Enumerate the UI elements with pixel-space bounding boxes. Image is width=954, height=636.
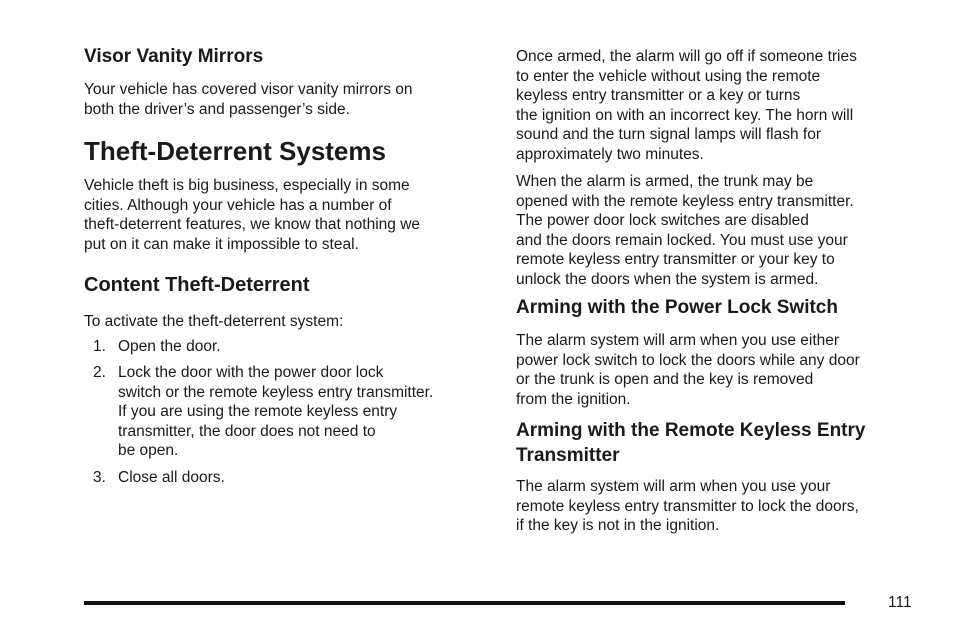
theft-deterrent-systems-title: Theft-Deterrent Systems (84, 136, 386, 166)
remote-keyless-entry-text (516, 477, 859, 536)
text-line: to enter the vehicle without using the remote (516, 67, 821, 85)
text-line: theft-deterrent features, we know that nothing we (84, 216, 421, 233)
text-line: and the doors remain locked. You must use your (516, 231, 848, 249)
alarm-armed-text (516, 47, 857, 164)
power-lock-switch-heading: Arming with the Power Lock Switch (516, 297, 838, 318)
footer-rule (84, 601, 845, 605)
text-line: transmitter, the door does not need to (118, 422, 376, 440)
text-line: approximately two minutes. (516, 145, 704, 163)
text-line: unlock the doors when the system is armed. (516, 270, 819, 288)
list-item-number: 3. (93, 469, 106, 486)
text-line: The alarm system will arm when you use your (516, 478, 831, 495)
text-line: opened with the remote keyless entry transmitter. (516, 192, 854, 210)
heading-line: Arming with the Remote Keyless Entry (516, 420, 866, 441)
page-number: 111 (888, 594, 912, 611)
text-line: power lock switch to lock the doors while any door (516, 351, 860, 369)
visor-vanity-mirrors-text (84, 80, 413, 119)
text-line: Your vehicle has covered visor vanity mirrors on (84, 81, 413, 98)
text-line: remote keyless entry transmitter or your key to (516, 251, 835, 268)
theft-deterrent-intro-text (84, 176, 420, 254)
text-line: sound and the turn signal lamps will flash for (516, 126, 821, 143)
text-line: The power door lock switches are disabled (516, 212, 809, 229)
text-line: put on it can make it impossible to steal. (84, 235, 359, 253)
text-line: be open. (118, 442, 179, 459)
list-item-number: 2. (93, 364, 106, 381)
remote-keyless-entry-heading (516, 418, 865, 468)
trunk-armed-text (516, 172, 854, 289)
text-line: Open the door. (118, 338, 221, 355)
text-line: Once armed, the alarm will go off if someone tries (516, 48, 857, 65)
text-line: switch or the remote keyless entry transmitter. (118, 383, 434, 401)
list-item-number: 1. (93, 338, 106, 355)
text-line: When the alarm is armed, the trunk may be (516, 173, 814, 190)
text-line: Close all doors. (118, 469, 225, 486)
text-line: keyless entry transmitter or a key or turns (516, 87, 801, 104)
power-lock-switch-text (516, 331, 860, 409)
heading-line: Transmitter (516, 445, 620, 466)
text-line: cities. Although your vehicle has a number of (84, 196, 392, 214)
text-line: or the trunk is open and the key is removed (516, 371, 814, 388)
text-line: from the ignition. (516, 390, 631, 408)
text-line: Vehicle theft is big business, especially in some (84, 177, 410, 194)
content-theft-deterrent-heading: Content Theft-Deterrent (84, 274, 310, 296)
text-line: Lock the door with the power door lock (118, 364, 384, 381)
content-theft-deterrent-intro: To activate the theft-deterrent system: (84, 313, 344, 330)
text-line: both the driver’s and passenger’s side. (84, 100, 350, 118)
text-line: remote keyless entry transmitter to lock the doors, (516, 497, 859, 515)
text-line: The alarm system will arm when you use either (516, 332, 840, 349)
visor-vanity-mirrors-heading: Visor Vanity Mirrors (84, 46, 264, 67)
text-line: If you are using the remote keyless entry (118, 403, 398, 420)
text-line: the ignition on with an incorrect key. The horn will (516, 106, 854, 124)
text-line: if the key is not in the ignition. (516, 517, 720, 534)
